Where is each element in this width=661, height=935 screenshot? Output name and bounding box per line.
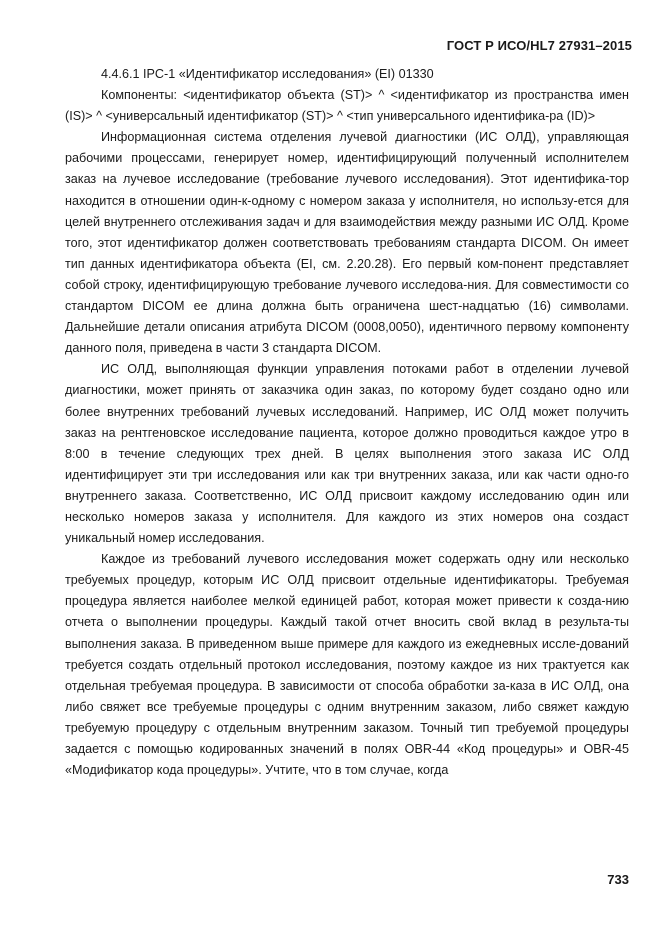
standard-header: ГОСТ Р ИСО/HL7 27931–2015 <box>446 38 632 53</box>
page-number: 733 <box>607 872 629 887</box>
body-text <box>65 64 629 781</box>
paragraph-ris-identifier: Информационная система отделения лучевой диагностики (ИС ОЛД), управляющая рабочими процессами, генерирует номер, идентифицирующий полученный исполнителем заказ на лучевое исследование (требование лучевого исследования). Этот идентифика-тор находится в отношении один-к-одному с номером заказа у исполнителя, но использу-ется для целей внутреннего отслеживания задач и для взаимодействия между разными ИС ОЛД. Кроме того, этот идентификатор должен соответствовать требованиям стандарта DICOM. Он имеет тип данных идентификатора объекта (EI, см. 2.20.28). Его первый ком-понент представляет собой строку, идентифицирующую требование лучевого исследова-ния. Для совместимости со стандартом DICOM ее длина должна быть ограничена шест-надцатью (16) символами. Дальнейшие детали описания атрибута DICOM (0008,0050), идентичного первому компоненту данного поля, приведена в части 3 стандарта DICOM. <box>65 130 629 356</box>
paragraph-components: Компоненты: <идентификатор объекта (ST)> ^ <идентификатор из пространства имен (IS)> ^ <универсальный идентификатор (ST)> ^ <тип универсального идентифика-ра (ID)> <box>65 88 629 124</box>
paragraph-requested-procedures: Каждое из требований лучевого исследования может содержать одну или несколько требуемых процедур, которым ИС ОЛД присвоит отдельные идентификаторы. Требуемая процедура является наиболее мелкой единицей работ, которая может привести к созда-нию отчета о выполнении процедуры. Каждый такой отчет вносить свой вклад в результа-ты выполнения заказа. В приведенном выше примере для каждого из ежедневных иссле-дований требуется создать отдельный протокол исследования, поэтому каждое из них трактуется как отдельная требуемая процедура. В зависимости от способа обработки за-каза в ИС ОЛД, она либо свяжет все требуемые процедуры с одним внутренним заказом, либо свяжет каждую требуемую процедуру с отдельным внутренним заказом. Точный тип требуемой процедуры задается с помощью кодированных значений в полях OBR-44 «Код процедуры» и OBR-45 «Модификатор кода процедуры». Учтите, что в том случае, когда <box>65 552 629 778</box>
paragraph-ris-workflow: ИС ОЛД, выполняющая функции управления потоками работ в отделении лучевой диагностики, может принять от заказчика один заказ, по которому будет создано одно или более внутренних требований лучевых исследований. Например, ИС ОЛД может получить заказ на рентгеновское исследование пациента, которое должно проводиться каждое утро в 8:00 в течение следующих трех дней. В целях выполнения этого заказа ИС ОЛД идентифицирует эти три исследования или как три внутренних заказа, или как части одно-го внутреннего заказа. Соответственно, ИС ОЛД присвоит каждому исследованию один или несколько номеров заказа у исполнителя. Для каждого из этих номеров она создаст уникальный номер исследования. <box>65 362 629 546</box>
section-heading: 4.4.6.1 IPC-1 «Идентификатор исследования» (EI) 01330 <box>101 67 434 81</box>
